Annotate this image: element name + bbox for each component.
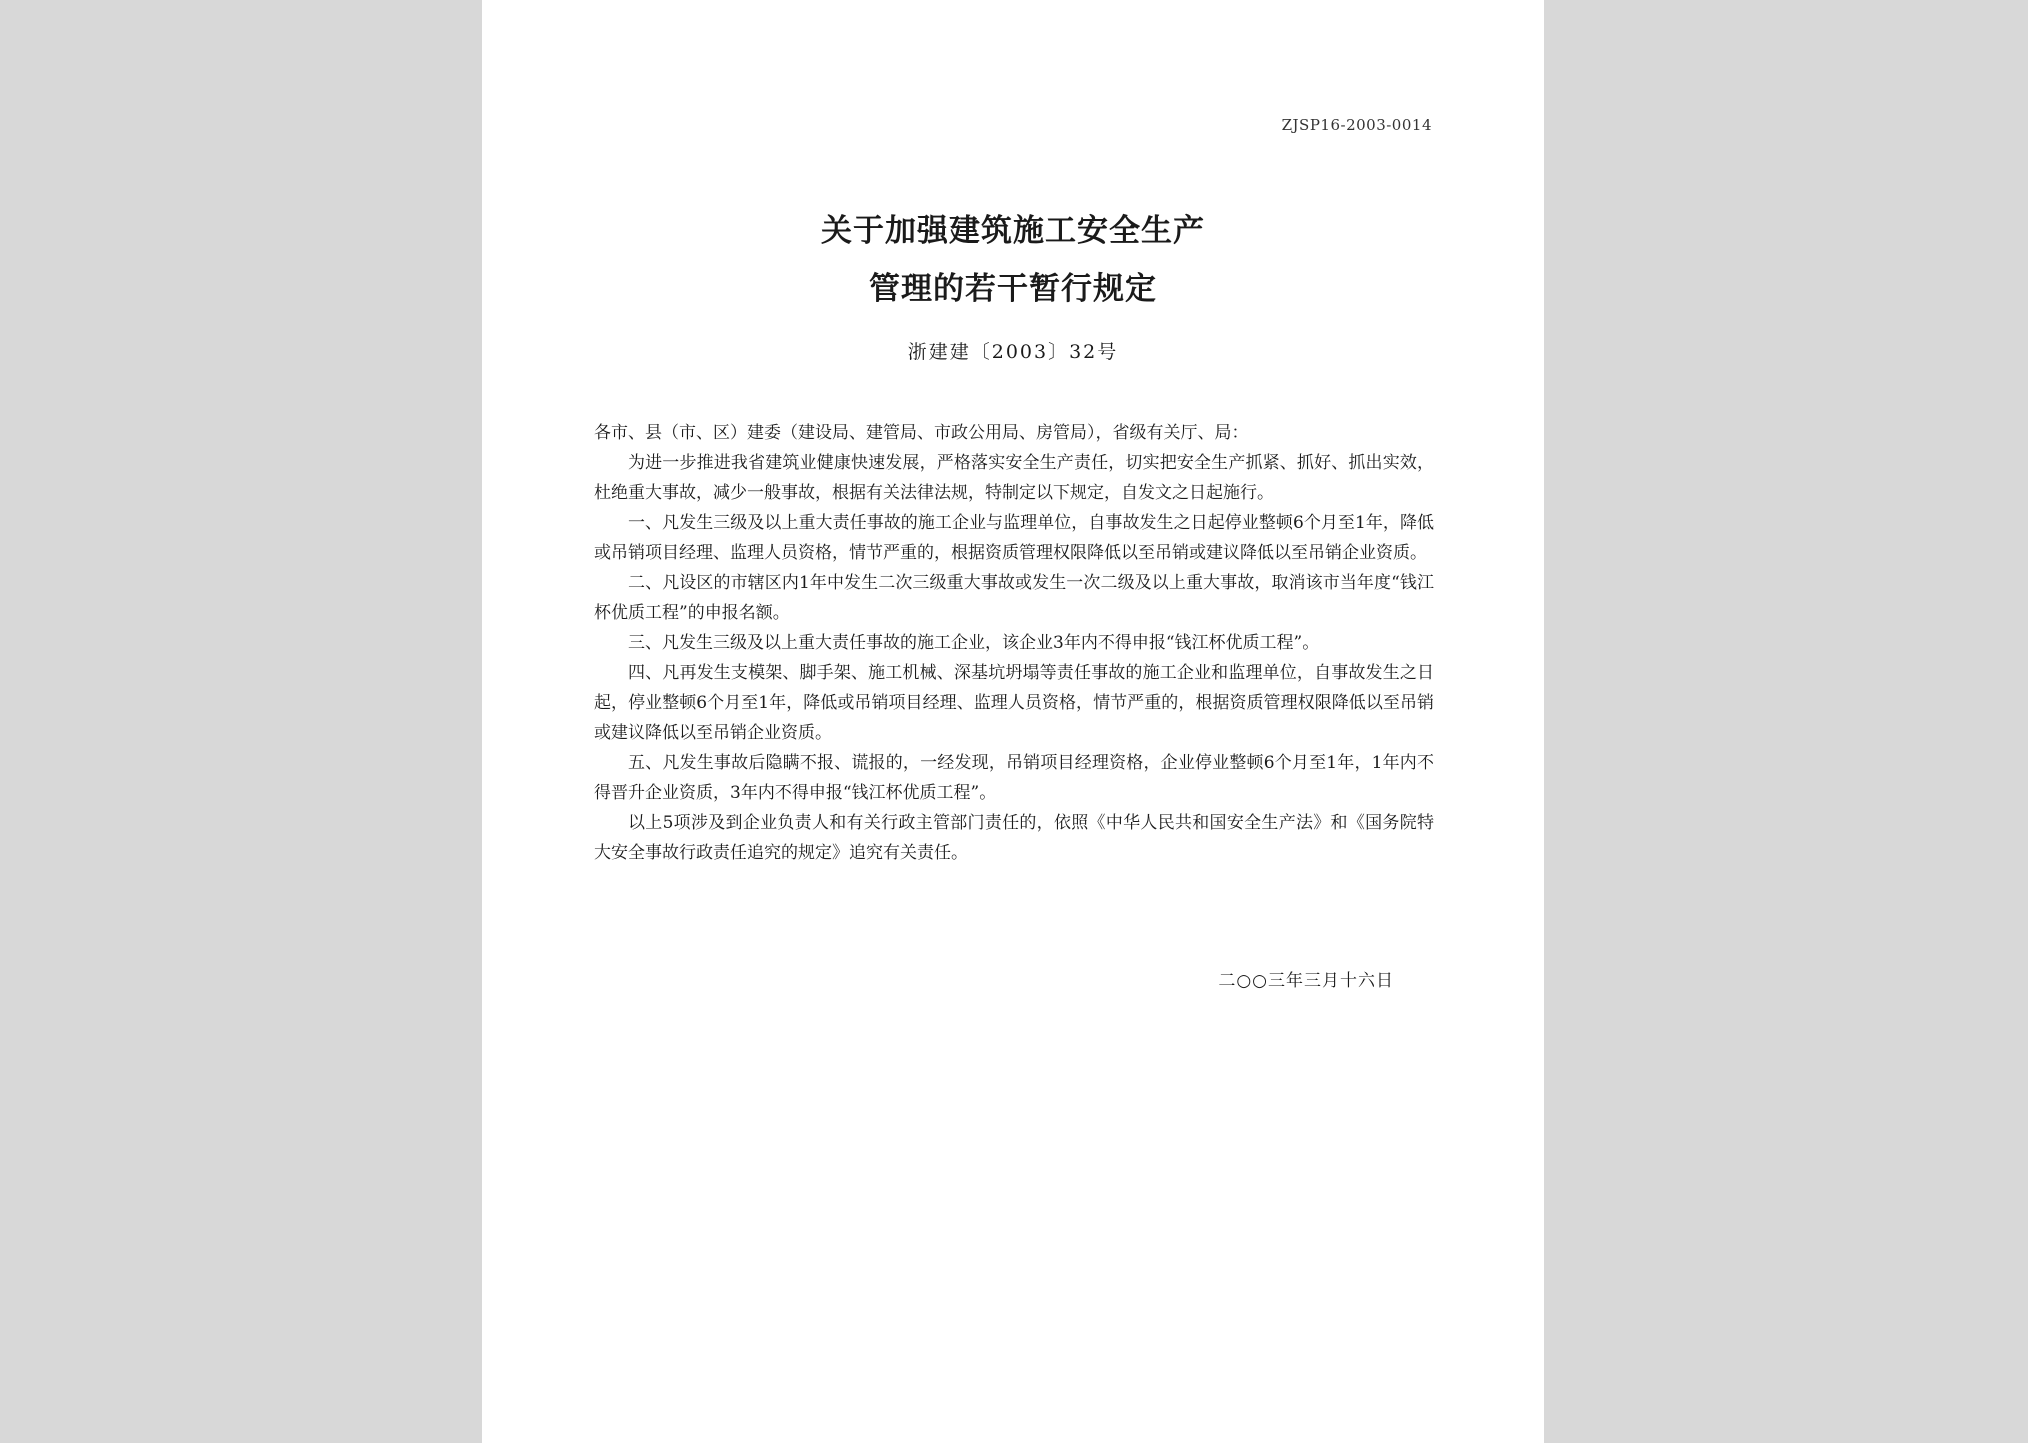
document-number: 浙建建〔2003〕32号 [907, 341, 1119, 363]
title-line-2: 管理的若干暂行规定 [869, 271, 1157, 307]
document-page [482, 0, 1544, 1443]
document-body [594, 418, 1434, 868]
paragraph-rule-4: 四、凡再发生支模架、脚手架、施工机械、深基坑坍塌等责任事故的施工企业和监理单位，自事故发生之日起，停业整顿6个月至1年，降低或吊销项目经理、监理人员资格，情节严重的，根据资质管理权限降低以至吊销或建议降低以至吊销企业资质。 [594, 663, 1434, 743]
document-code: ZJSP16-2003-0014 [1281, 116, 1432, 134]
paragraph-rule-2: 二、凡设区的市辖区内1年中发生二次三级重大事故或发生一次二级及以上重大事故，取消该市当年度“钱江杯优质工程”的申报名额。 [594, 573, 1434, 623]
title-line-1: 关于加强建筑施工安全生产 [821, 213, 1205, 249]
paragraph-rule-1: 一、凡发生三级及以上重大责任事故的施工企业与监理单位，自事故发生之日起停业整顿6个月至1年，降低或吊销项目经理、监理人员资格，情节严重的，根据资质管理权限降低以至吊销或建议降低以至吊销企业资质。 [594, 513, 1434, 563]
document-title [482, 202, 1544, 318]
paragraph-rule-3: 三、凡发生三级及以上重大责任事故的施工企业，该企业3年内不得申报“钱江杯优质工程”。 [628, 633, 1320, 653]
addressee-line: 各市、县（市、区）建委（建设局、建管局、市政公用局、房管局），省级有关厅、局： [594, 423, 1249, 443]
document-date: 二○○三年三月十六日 [1218, 971, 1394, 991]
paragraph-intro: 为进一步推进我省建筑业健康快速发展，严格落实安全生产责任，切实把安全生产抓紧、抓好、抓出实效，杜绝重大事故，减少一般事故，根据有关法律法规，特制定以下规定，自发文之日起施行。 [594, 453, 1434, 503]
paragraph-rule-5: 五、凡发生事故后隐瞒不报、谎报的，一经发现，吊销项目经理资格，企业停业整顿6个月至1年，1年内不得晋升企业资质，3年内不得申报“钱江杯优质工程”。 [594, 753, 1434, 803]
paragraph-closing: 以上5项涉及到企业负责人和有关行政主管部门责任的，依照《中华人民共和国安全生产法》和《国务院特大安全事故行政责任追究的规定》追究有关责任。 [594, 813, 1434, 863]
